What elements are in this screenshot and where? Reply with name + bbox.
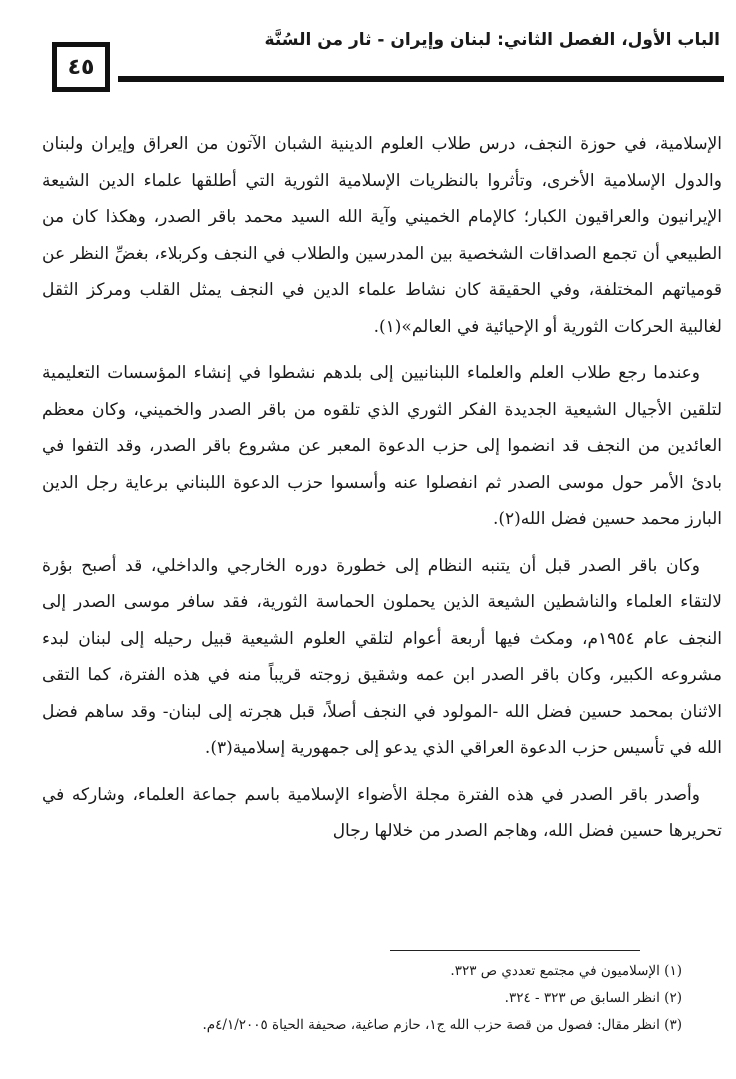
footnote-3: (٣) انظر مقال: فصول من قصة حزب الله ج١، حازم صاغية، صحيفة الحياة ٤/١/٢٠٠٥م. [202,1017,682,1033]
page-number: ٤٥ [67,54,95,80]
paragraph-4: وأصدر باقر الصدر في هذه الفترة مجلة الأضواء الإسلامية باسم جماعة العلماء، وشاركه في تحريرها حسين فضل الله، وهاجم الصدر من خلالها رجال [42,784,722,841]
paragraph-3: وكان باقر الصدر قبل أن يتنبه النظام إلى خطورة دوره الخارجي والداخلي، قد أصبح بؤرة لالتقاء العلماء والناشطين الشيعة الذين يحملون الحماسة الثورية، فقد سافر موسى الصدر إلى النجف عام ١٩٥٤م، ومكث فيها أربعة أعوام لتلقي العلوم الشيعية قبيل رحيله إلى لبنان لبدء مشروعه الكبير، وكان باقر الصدر ابن عمه وشقيق زوجته قريباً منه في هذه الفترة، كما التقى الاثنان بمحمد حسين فضل الله -المولود في النجف أصلاً، قبل هجرته إلى لبنان- وقد ساهم فضل الله في تأسيس حزب الدعوة العراقي الذي يدعو إلى جمهورية إسلامية(٣). [42,555,723,758]
running-header-title: الباب الأول، الفصل الثاني: لبنان وإيران - ثار من السُنَّة [264,30,720,50]
footnotes [60,958,682,1039]
paragraph-2: وعندما رجع طلاب العلم والعلماء اللبنانيين إلى بلدهم نشطوا في إنشاء المؤسسات التعليمية لتلقين الأجيال الشيعية الجديدة الفكر الثوري الذي تلقوه من باقر الصدر والخميني، وكان معظم العائدين من النجف قد انضموا إلى حزب الدعوة المعبر عن مشروع باقر الصدر، وقد التفوا في بادئ الأمر حول موسى الصدر ثم انفصلوا عنه وأسسوا حزب الدعوة اللبناني برعاية رجل الدين البارز محمد حسين فضل الله(٢). [42,363,723,529]
page-number-box [52,42,110,92]
paragraph-1: الإسلامية، في حوزة النجف، درس طلاب العلوم الدينية الشبان الآتون من العراق وإيران ولبنان والدول الإسلامية الأخرى، وتأثروا بالنظريات الإسلامية الثورية التي أطلقها علماء الدين الشيعة الإيرانيون والعراقيون الكبار؛ كالإمام الخميني وآية الله السيد محمد باقر الصدر، وهكذا كان من الطبيعي أن تجمع الصداقات الشخصية بين المدرسين والطلاب في النجف وكربلاء، بغضِّ النظر عن قومياتهم المختلفة، وفي الحقيقة كان نشاط علماء الدين في النجف يمثل القلب ومركز الثقل لغالبية الحركات الثورية أو الإحيائية في العالم»(١). [42,134,722,337]
footnote-separator [390,950,640,951]
header-rule [118,76,724,82]
main-text [42,126,722,860]
footnote-1: (١) الإسلاميون في مجتمع تعددي ص ٣٢٣. [450,963,682,979]
footnote-2: (٢) انظر السابق ص ٣٢٣ - ٣٢٤. [504,990,682,1006]
